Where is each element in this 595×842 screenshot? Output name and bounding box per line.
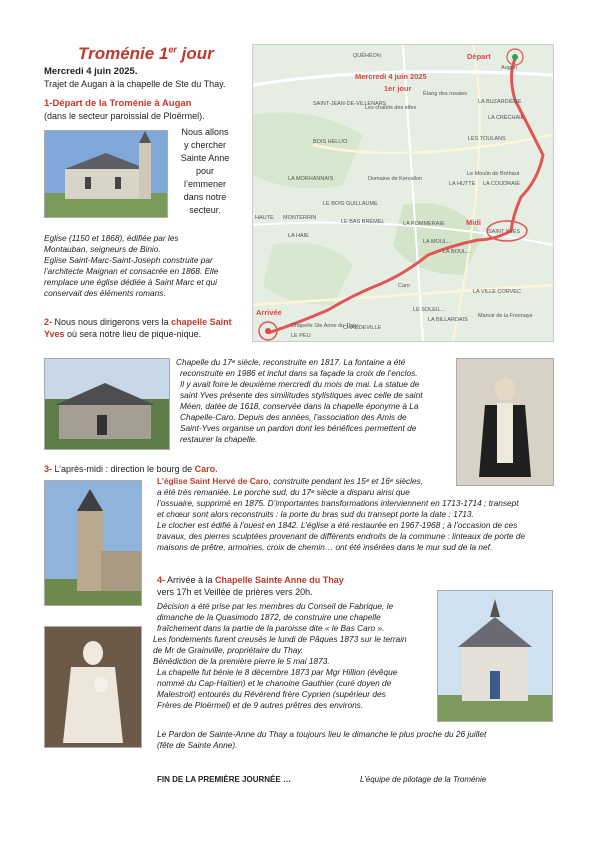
map-place: Le Moulin de Bréhaut bbox=[467, 171, 520, 177]
section-2-description bbox=[176, 357, 444, 445]
section-4-number: 4- bbox=[157, 575, 166, 585]
section-4-intro bbox=[157, 575, 344, 598]
map-place: LA BUZARDIÈRE bbox=[478, 99, 522, 105]
map-place: LA HAIE bbox=[288, 233, 309, 239]
map-place: LA POMMERAIE bbox=[403, 221, 445, 227]
side-line: Sainte Anne bbox=[180, 153, 230, 163]
map-place: LE SOLEIL... bbox=[413, 307, 446, 313]
section-4-text: Arrivée à la bbox=[165, 575, 216, 585]
map-place: LE BAS BRÉMEL bbox=[341, 219, 385, 225]
map-svg bbox=[253, 45, 553, 341]
desc-line: Eglise Saint-Marc-Saint-Joseph construite par bbox=[44, 255, 213, 265]
map-place: SAINT YVES bbox=[488, 229, 521, 235]
section-3-intro bbox=[44, 464, 218, 476]
saint-yves-statue-photo bbox=[456, 358, 554, 486]
map-place: SAINT-JEAN-DE-VILLENARS bbox=[313, 101, 387, 107]
map-place: LES TOULANS bbox=[468, 136, 506, 142]
section-3-description bbox=[157, 476, 557, 553]
section-1-side-text bbox=[170, 126, 240, 217]
section-1-heading: 1-Départ de la Troménie à Augan bbox=[44, 98, 192, 109]
side-line: secteur. bbox=[189, 205, 221, 215]
map-place: CHAUDEVILLE bbox=[343, 325, 382, 331]
desc-line: Chapelle du 17ᵉ siècle, reconstruite en 1817. La fontaine a été bbox=[176, 357, 406, 367]
sainte-anne-chapel-photo bbox=[437, 590, 553, 722]
caro-church-name: L’église Saint Hervé de Caro bbox=[157, 476, 269, 486]
route-map bbox=[252, 44, 554, 342]
section-4-description bbox=[153, 601, 433, 711]
desc-line: Saint-Yves organise un pardon dont les bénéfices permettent de bbox=[180, 423, 417, 433]
section-3-place: Caro. bbox=[194, 464, 218, 474]
map-place: QUÉHÉON bbox=[353, 53, 381, 59]
trajet: Trajet de Augan à la chapelle de Ste du Thay. bbox=[44, 79, 226, 89]
desc-line: Méen, datée de 1618, conservée dans la chapelle éponyme à La bbox=[180, 401, 419, 411]
pardon-line: (fête de Sainte Anne). bbox=[157, 740, 238, 750]
section-3-number: 3- bbox=[44, 464, 53, 474]
caro-church-photo bbox=[44, 480, 142, 606]
map-place: MONTERRIN bbox=[283, 215, 317, 221]
sainte-anne-statue-photo bbox=[44, 626, 142, 748]
map-place: LA MORHANNAIS bbox=[288, 176, 334, 182]
map-place: Augan bbox=[501, 65, 517, 71]
map-place: LA VILLE CORVEC bbox=[473, 289, 521, 295]
map-place: LA BOUL... bbox=[443, 249, 471, 255]
map-place: LA BILLARDAIS bbox=[428, 317, 468, 323]
desc-line: de Mr de Grainville, propriétaire du Thay. bbox=[153, 645, 304, 655]
map-place: HAUTE bbox=[255, 215, 274, 221]
desc-line: Frères de Ploërmel) et de 9 autres prêtres des environs. bbox=[157, 700, 364, 710]
saint-yves-chapel-photo bbox=[44, 358, 170, 450]
footer-credit: L’équipe de pilotage de la Troménie bbox=[360, 775, 487, 784]
section-1-sub: (dans le secteur paroissial de Ploërmel). bbox=[44, 111, 205, 121]
desc-line: Le clocher est édifié à l’ouest en 1842. L’église a été restaurée en 1967-1968 ; à l’occasion de ces bbox=[157, 520, 518, 530]
side-line: l’emmener bbox=[183, 179, 226, 189]
desc-line: , construite pendant les 15ᵉ et 16ᵉ siècles, bbox=[268, 476, 424, 486]
map-date-line-1: Mercredi 4 juin 2025 bbox=[355, 72, 427, 81]
map-place: Les chalets des elfes bbox=[365, 105, 417, 111]
desc-line: Chapelle-Caro. Depuis des années, l’association des Amis de bbox=[180, 412, 407, 422]
desc-line: Bénédiction de la première pierre le 5 mai 1873. bbox=[153, 656, 330, 666]
page-title: Troménie 1er jour bbox=[78, 44, 214, 63]
desc-line: saint Yves présente des similitudes stylistiques avec celle de saint bbox=[180, 390, 423, 400]
section-1-description bbox=[44, 233, 249, 299]
section-2-place: chapelle Saint bbox=[171, 317, 232, 327]
desc-line: nommé du Cap-Haïtien) et le chanoine Gauthier (curé doyen de bbox=[157, 678, 392, 688]
map-place: Caro bbox=[398, 283, 410, 289]
desc-line: et chœur sont alors reconstruits : la porte du bras sud du transept porte la date : 1713. bbox=[157, 509, 474, 519]
desc-line: travaux, des pierres sculptées provenant de différents endroits de la commune : linteaux de porte de bbox=[157, 531, 526, 541]
map-place: BOIS HELLIO bbox=[313, 139, 348, 145]
map-place: LE PEU bbox=[291, 333, 311, 339]
desc-line: conservait des éléments romans. bbox=[44, 288, 166, 298]
section-4-line-2: vers 17h et Veillée de prières vers 20h. bbox=[157, 586, 313, 597]
section-4-place: Chapelle Sainte Anne du Thay bbox=[215, 575, 344, 585]
section-3-text: L’après-midi : direction le bourg de bbox=[52, 464, 195, 474]
section-2-number: 2- bbox=[44, 317, 53, 327]
desc-line: l’architecte Maignan et consacrée en 1868. Elle bbox=[44, 266, 219, 276]
map-date-line-2: 1er jour bbox=[384, 84, 412, 93]
pardon-line: Le Pardon de Sainte-Anne du Thay a toujours lieu le dimanche le plus proche du 26 juillet bbox=[157, 729, 487, 739]
section-2-intro bbox=[44, 317, 249, 340]
desc-line: remplace une église dédiée à Saint Marc et qui bbox=[44, 277, 217, 287]
section-2-text-b: où sera notre lieu de pique-nique. bbox=[64, 328, 202, 339]
map-place: LA CRÉCHAIE bbox=[488, 115, 525, 121]
side-line: y chercher bbox=[183, 140, 227, 150]
desc-line: Eglise (1150 et 1868), édifiée par les bbox=[44, 233, 179, 243]
map-place: Domaine de Kervallon bbox=[368, 176, 423, 182]
map-arrivee-label: Arrivée bbox=[256, 308, 282, 317]
side-line: dans notre bbox=[183, 192, 227, 202]
map-depart-label: Départ bbox=[467, 52, 491, 61]
footer-end: FIN DE LA PREMIÈRE JOURNÉE … bbox=[157, 775, 291, 784]
desc-line: restaurer la chapelle. bbox=[180, 434, 258, 444]
desc-line: Il y avait foire le deuxième mercredi du mois de mai. La statue de bbox=[180, 379, 420, 389]
side-line: pour bbox=[195, 166, 214, 176]
desc-line: Décision a été prise par les membres du Conseil de Fabrique, le bbox=[157, 601, 394, 611]
desc-line: l’ossuaire, supprimé en 1875. D’importantes transformations interviennent en 1713-1714 ; transept bbox=[157, 498, 519, 508]
date: Mercredi 4 juin 2025. bbox=[44, 66, 138, 77]
desc-line: Les fondements furent creusés le lundi de Pâques 1873 sur le terrain bbox=[153, 634, 407, 644]
pardon-note bbox=[157, 729, 557, 751]
desc-line: a été très remaniée. Le porche sud, du 17ᵉ siècle a disparu ainsi que bbox=[157, 487, 410, 497]
map-place: Étang des rosaies bbox=[423, 91, 468, 97]
map-place: LA COUDRAIE bbox=[483, 181, 520, 187]
desc-line: fraîchement dans la partie de la paroisse dite « le Bas Caro ». bbox=[157, 623, 385, 633]
side-line: Nous allons bbox=[181, 127, 229, 137]
map-place: Manoir de la Fresnaye bbox=[478, 313, 533, 319]
desc-line: Montauban, seigneurs de Binio. bbox=[44, 244, 161, 254]
map-place: LE BOIS GUILLAUME bbox=[323, 201, 378, 207]
desc-line: La chapelle fut bénie le 8 décembre 1873 par Mgr Hillion (évêque bbox=[157, 667, 398, 677]
map-place: LA HUTTE bbox=[449, 181, 476, 187]
desc-line: Malestroit) entourés du Révérend frère Cyprien (supérieur des bbox=[157, 689, 386, 699]
section-2-place-2: Yves bbox=[44, 328, 65, 339]
desc-line: dimanche de la Quasimodo 1872, de construire une chapelle bbox=[157, 612, 381, 622]
map-midi-label: Midi bbox=[466, 218, 481, 227]
map-place: LA MOUL... bbox=[423, 239, 452, 245]
section-2-text: Nous nous dirigerons vers la bbox=[52, 317, 172, 327]
augan-church-photo bbox=[44, 130, 168, 218]
map-chapelle-label: Chapelle Ste Anne du Thay bbox=[291, 323, 358, 329]
desc-line: maisons de prêtre, armoiries, croix de chemin… ont été insérées dans le mur sud de la nef. bbox=[157, 542, 493, 552]
desc-line: reconstruite en 1986 et inclut dans sa façade la croix de l’enclos. bbox=[180, 368, 418, 378]
